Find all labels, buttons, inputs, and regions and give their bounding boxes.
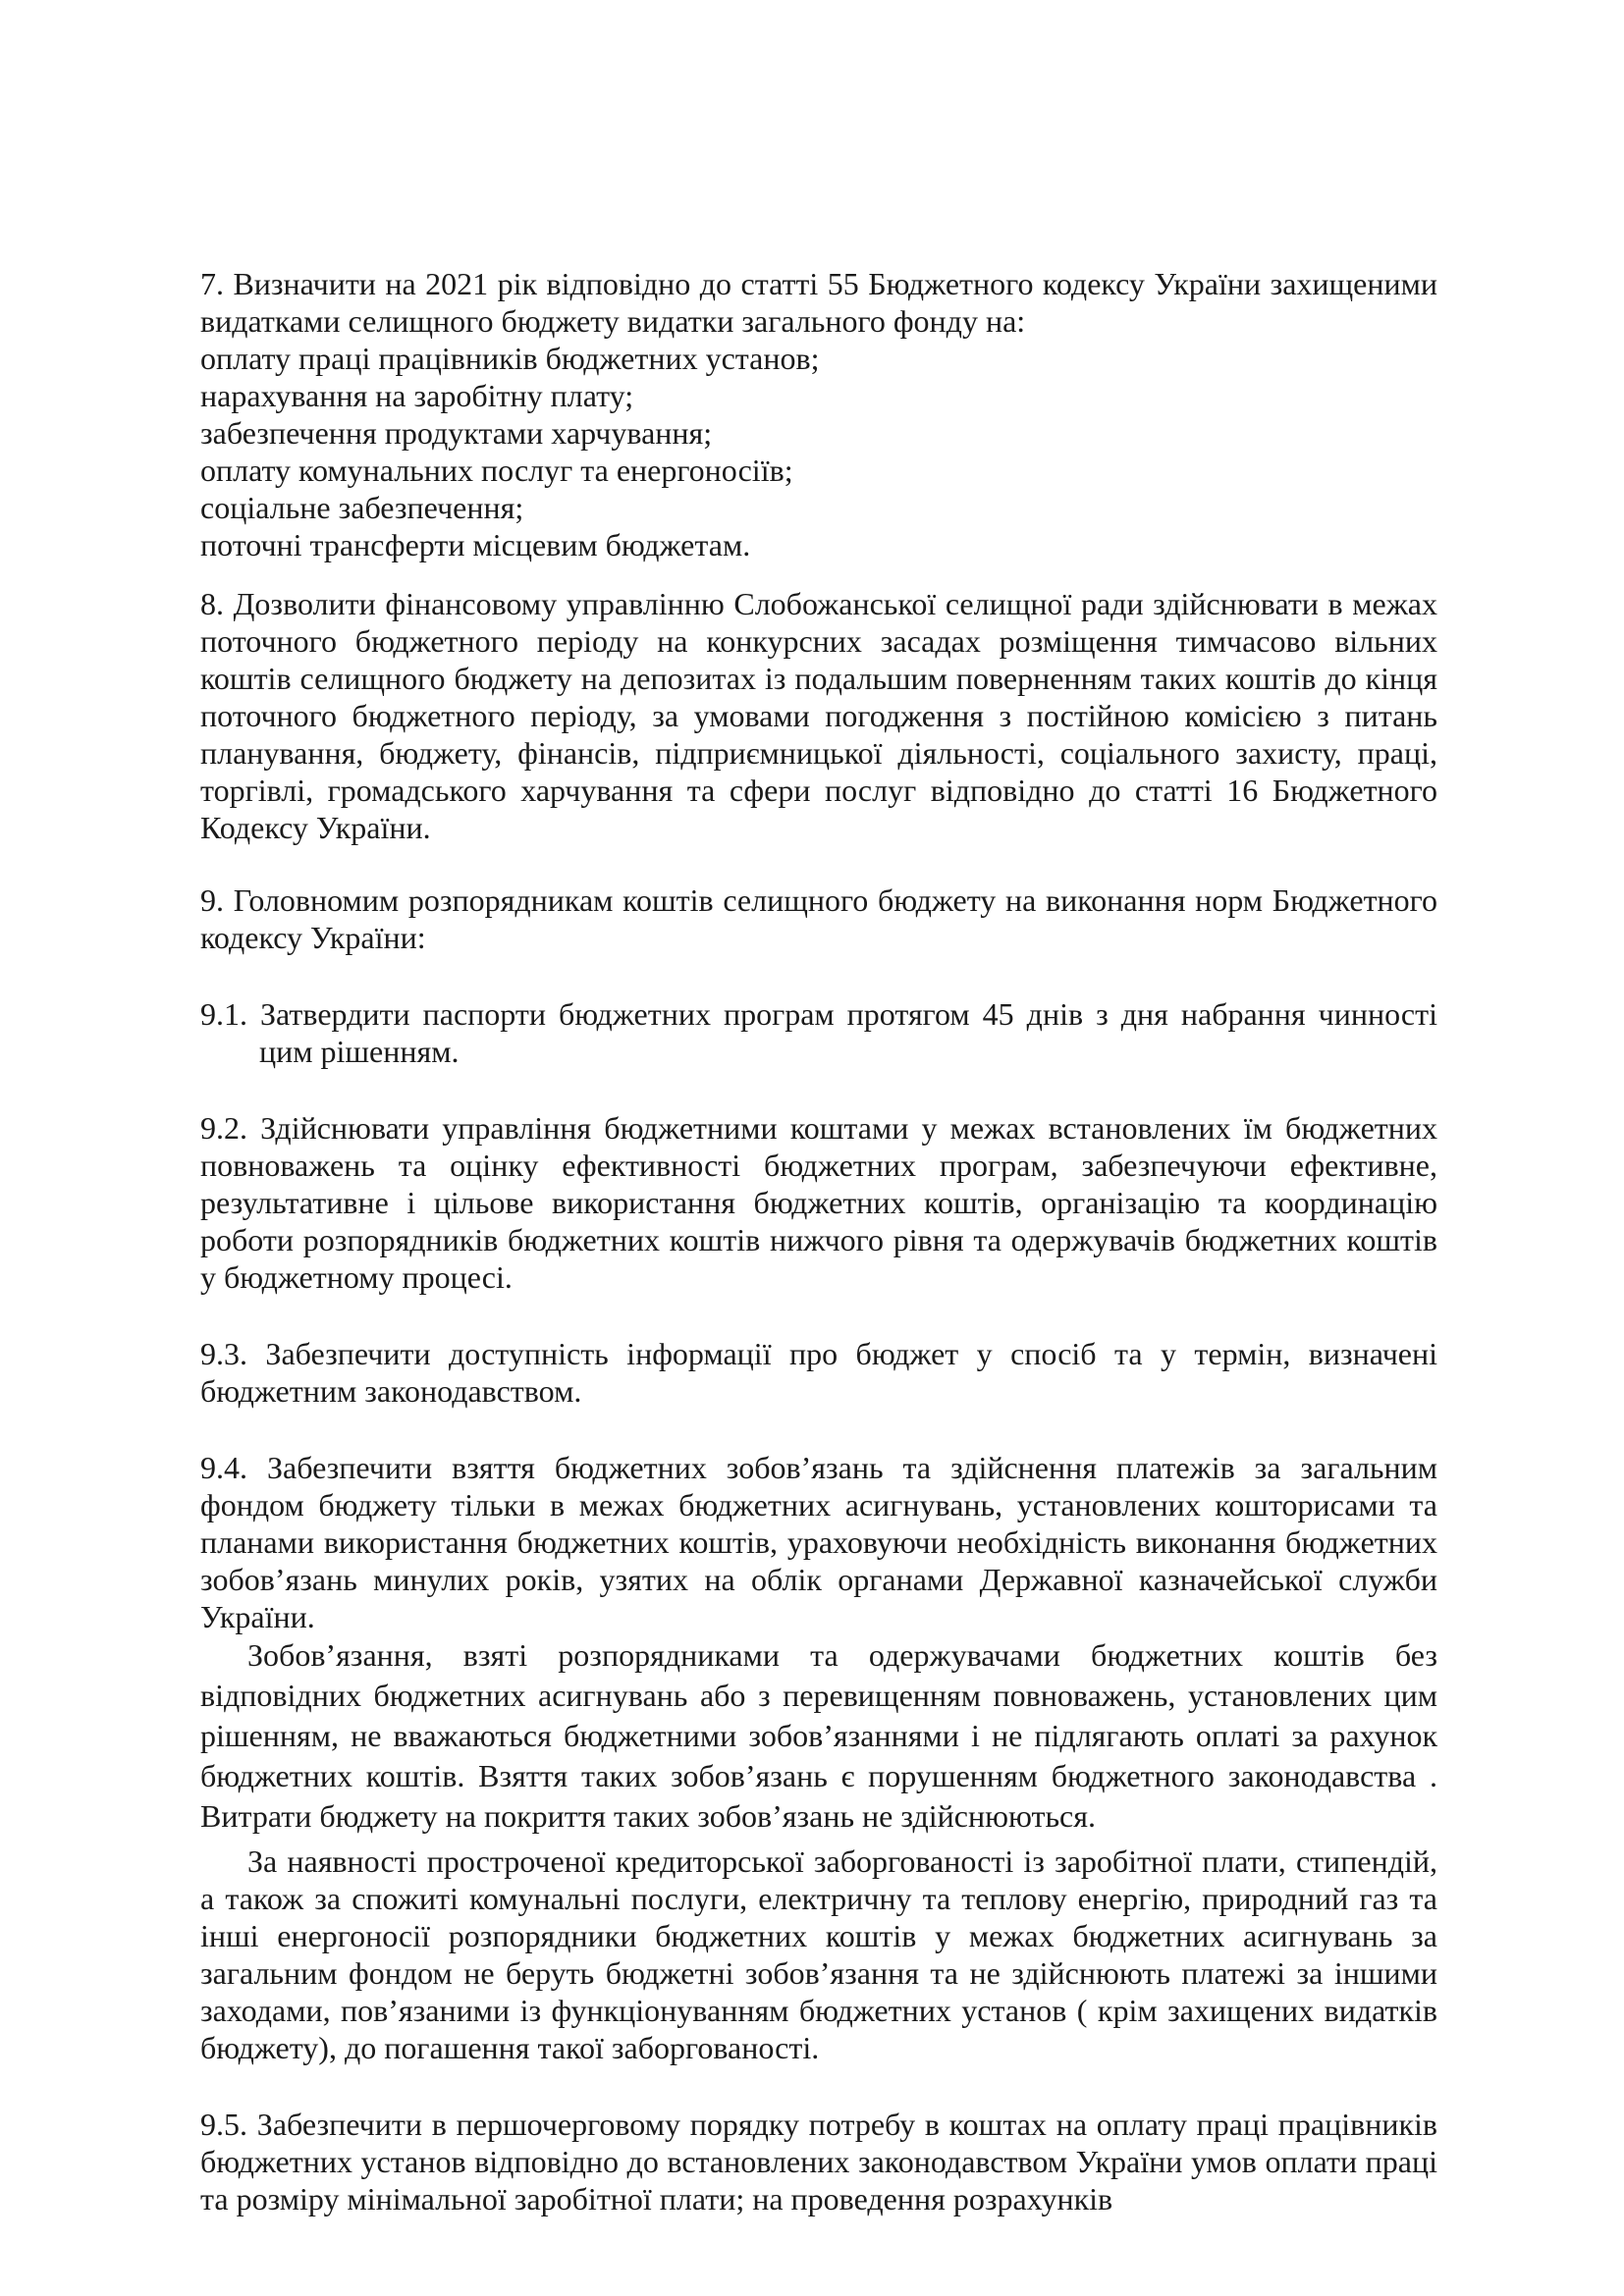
paragraph-9-5: 9.5. Забезпечити в першочерговому порядку потребу в коштах на оплату праці працівників бюджетних установ відповідно до встановлених законодавством України умов оплати праці та розміру мінімальної заробітної плати; на проведення розрахунків [200, 2107, 1437, 2216]
paragraph-9-2: 9.2. Здійснювати управління бюджетними коштами у межах встановлених їм бюджетних повноважень та оцінку ефективності бюджетних програм, забезпечуючи ефективне, результативне і цільове використання бюджетних коштів, організацію та координацію роботи розпорядників бюджетних коштів нижчого рівня та одержувачів бюджетних коштів у бюджетному процесі. [200, 1110, 1437, 1295]
paragraph-9-4-arrears: За наявності простроченої кредиторської заборгованості із заробітної плати, стипендій, а також за спожиті комунальні послуги, електричну та теплову енергію, природний газ та інші енергоносії розпорядники бюджетних коштів у межах бюджетних асигнувань за загальним фондом не беруть бюджетні зобов’язання та не здійснюють платежі за іншими заходами, пов’язаними із функціонуванням бюджетних установ ( крім захищених видатків бюджету), до погашення такої заборгованості. [200, 1843, 1437, 2065]
list-item: оплату праці працівників бюджетних установ; [200, 341, 820, 376]
document-page [200, 265, 1437, 2217]
paragraph-7-text: 7. Визначити на 2021 рік відповідно до статті 55 Бюджетного кодексу України захищеними видатками селищного бюджету видатки загального фонду на: [200, 266, 1437, 339]
paragraph-9: 9. Головномим розпорядникам коштів селищного бюджету на виконання норм Бюджетного кодексу України: [200, 882, 1437, 955]
list-item: поточні трансферти місцевим бюджетам. [200, 527, 751, 562]
paragraph-8: 8. Дозволити фінансовому управлінню Слобожанської селищної ради здійснювати в межах поточного бюджетного періоду на конкурсних засадах розміщення тимчасово вільних коштів селищного бюджету на депозитах із подальшим поверненням таких коштів до кінця поточного бюджетного періоду, за умовами погодження з постійною комісією з питань планування, бюджету, фінансів, підприємницької діяльності, соціального захисту, праці, торгівлі, громадського харчування та сфери послуг відповідно до статті 16 Бюджетного Кодексу України. [200, 586, 1437, 845]
protected-expenses-list [200, 340, 1437, 563]
paragraph-9-4-obligations: Зобов’язання, взяті розпорядниками та одержувачами бюджетних коштів без відповідних бюджетних асигнувань або з перевищенням повноважень, установлених цим рішенням, не вважаються бюджетними зобов’язаннями і не підлягають оплаті за рахунок бюджетних коштів. Взяття таких зобов’язань є порушенням бюджетного законодавства . Витрати бюджету на покриття таких зобов’язань не здійснюються. [200, 1637, 1437, 1834]
paragraph-7 [200, 265, 1437, 563]
list-item: соціальне забезпечення; [200, 490, 524, 525]
paragraph-9-1: 9.1. Затвердити паспорти бюджетних програм протягом 45 днів з дня набрання чинності цим рішенням. [200, 996, 1437, 1069]
paragraph-9-4 [200, 1449, 1437, 2066]
paragraph-9-4-main: 9.4. Забезпечити взяття бюджетних зобов’язань та здійснення платежів за загальним фондом бюджету тільки в межах бюджетних асигнувань, установлених кошторисами та планами використання бюджетних коштів, ураховуючи необхідність виконання бюджетних зобов’язань минулих років, узятих на облік органами Державної казначейської служби України. [200, 1450, 1437, 1634]
paragraph-9-3: 9.3. Забезпечити доступність інформації про бюджет у спосіб та у термін, визначені бюджетним законодавством. [200, 1336, 1437, 1409]
list-item: оплату комунальних послуг та енергоносіїв; [200, 453, 793, 488]
list-item: забезпечення продуктами харчування; [200, 415, 713, 451]
list-item: нарахування на заробітну плату; [200, 378, 634, 413]
